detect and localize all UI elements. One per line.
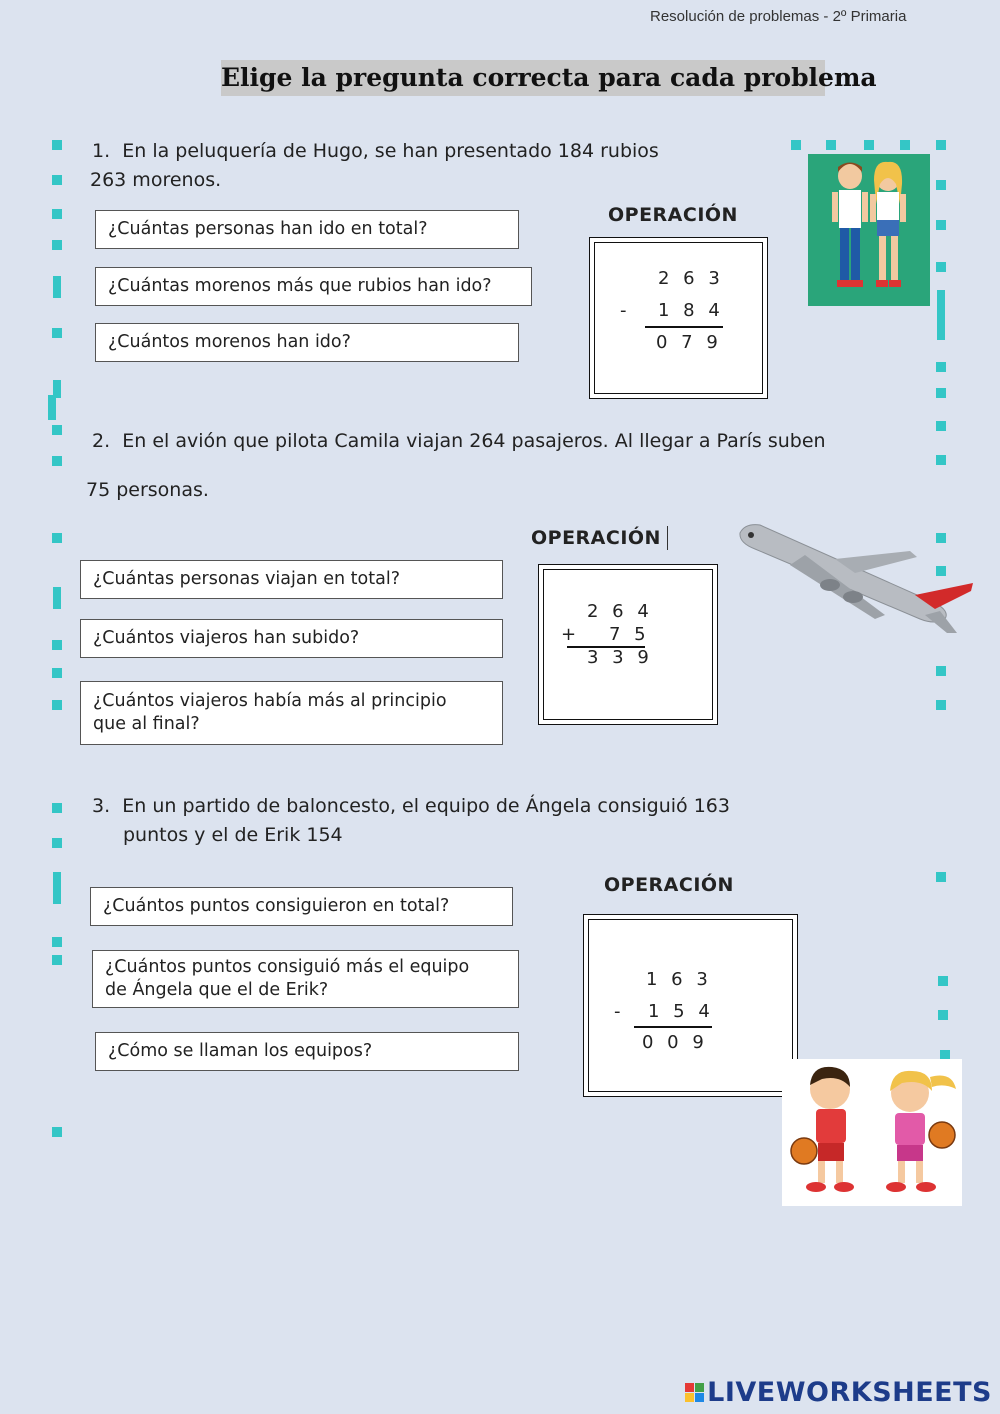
operation-sign: -: [620, 300, 631, 321]
question-option[interactable]: ¿Cuántas personas han ido en total?: [95, 210, 519, 249]
operation-result: 3 3 9: [587, 647, 653, 668]
operation-label: OPERACIÓN: [531, 527, 661, 549]
problem-statement-continued: puntos y el de Erik 154: [123, 824, 343, 846]
question-option[interactable]: ¿Cuántos puntos consiguió más el equipo de Ángela que el de Erik?: [92, 950, 519, 1008]
operation-bottom-number: 1 5 4: [648, 1001, 714, 1022]
operation-top-number: 2 6 3: [658, 268, 724, 289]
problem-statement: En un partido de baloncesto, el equipo de Ángela consiguió 163: [122, 795, 730, 817]
problem-statement-continued: 263 morenos.: [90, 169, 222, 191]
problem-number: 3.: [92, 795, 111, 817]
operation-box[interactable]: [589, 237, 768, 399]
operation-top-number: 2 6 4: [587, 601, 653, 622]
operation-top-number: 1 6 3: [646, 969, 712, 990]
operation-label: OPERACIÓN: [604, 874, 734, 896]
operation-sign: -: [614, 1001, 625, 1022]
operation-result: 0 0 9: [642, 1032, 708, 1053]
header-note: Resolución de problemas - 2º Primaria: [650, 8, 907, 25]
problem-2-text: [92, 427, 826, 456]
operation-label: OPERACIÓN: [608, 204, 738, 226]
liveworksheets-logo[interactable]: [685, 1377, 992, 1408]
question-option[interactable]: ¿Cuántos morenos han ido?: [95, 323, 519, 362]
question-option[interactable]: ¿Cuántas morenos más que rubios han ido?: [95, 267, 532, 306]
problem-number: 1.: [92, 140, 111, 162]
question-option[interactable]: ¿Cómo se llaman los equipos?: [95, 1032, 519, 1071]
text-cursor: [667, 526, 668, 550]
operation-bottom-number: 7 5: [609, 624, 650, 645]
basketball-kids-illustration: [782, 1059, 962, 1206]
page-title: Elige la pregunta correcta para cada problema: [221, 60, 825, 96]
question-option[interactable]: ¿Cuántos viajeros había más al principio que al final?: [80, 681, 503, 745]
operation-sign: +: [561, 624, 581, 645]
question-option[interactable]: ¿Cuántos viajeros han subido?: [80, 619, 503, 658]
problem-3-text: [92, 792, 730, 850]
logo-grid-icon: [685, 1383, 704, 1402]
operation-bottom-number: 1 8 4: [658, 300, 724, 321]
problem-1-text: [92, 137, 659, 195]
logo-text: LIVEWORKSHEETS: [707, 1377, 992, 1408]
airplane-illustration: [735, 515, 980, 640]
operation-result: 0 7 9: [656, 332, 722, 353]
children-illustration: [808, 154, 930, 306]
question-option[interactable]: ¿Cuántos puntos consiguieron en total?: [90, 887, 513, 926]
operation-box[interactable]: [583, 914, 798, 1097]
question-option[interactable]: ¿Cuántas personas viajan en total?: [80, 560, 503, 599]
operation-box[interactable]: [538, 564, 718, 725]
problem-number: 2.: [92, 430, 111, 452]
problem-statement: En la peluquería de Hugo, se han presentado 184 rubios: [122, 140, 659, 162]
problem-statement-continued: 75 personas.: [86, 479, 209, 501]
problem-statement: En el avión que pilota Camila viajan 264 pasajeros. Al llegar a París suben: [122, 430, 826, 452]
